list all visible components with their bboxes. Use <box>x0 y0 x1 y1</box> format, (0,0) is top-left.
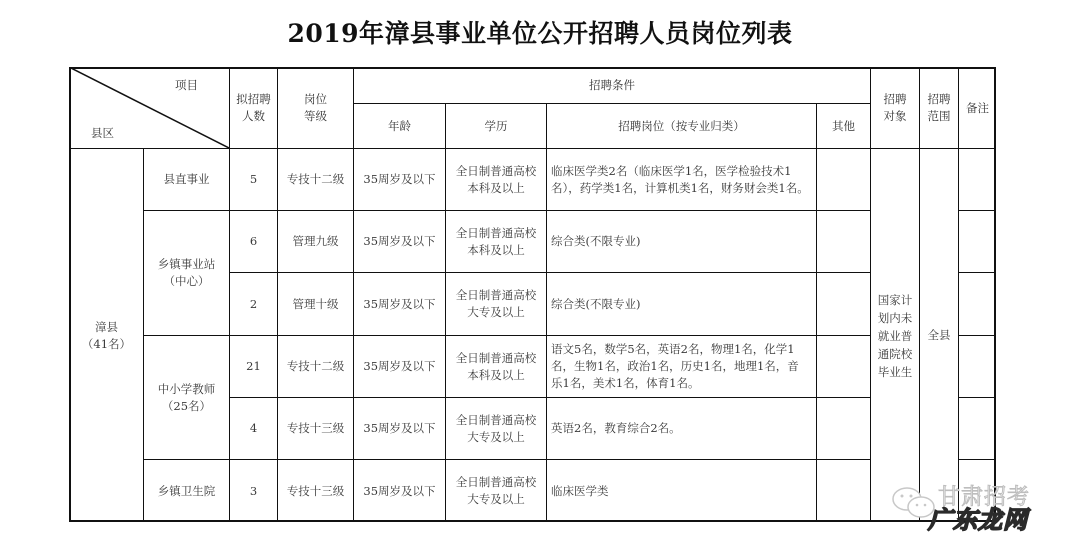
watermark-text-1: 甘肃招考 <box>938 485 1031 510</box>
header-scope-line1: 招聘 <box>927 92 951 106</box>
grade-cell: 专技十三级 <box>277 459 353 522</box>
remarks-cell <box>958 148 996 210</box>
education-line1: 全日制普通高校 <box>455 163 537 178</box>
education-line2: 本科及以上 <box>467 180 525 195</box>
unit-cell <box>143 335 229 459</box>
unit-cell <box>143 459 229 522</box>
county-cell <box>69 148 143 522</box>
remarks-cell <box>958 272 996 335</box>
header-target <box>870 67 919 148</box>
position-cell: 综合类(不限专业) <box>546 210 816 272</box>
recruitment-table <box>69 67 996 522</box>
watermark <box>888 478 1068 533</box>
count-cell: 3 <box>229 459 277 522</box>
header-conditions: 招聘条件 <box>353 67 870 103</box>
header-target-line1: 招聘 <box>883 92 907 106</box>
count-cell: 5 <box>229 148 277 210</box>
header-count-line2: 人数 <box>242 109 265 123</box>
grade-cell: 专技十二级 <box>277 335 353 397</box>
header-target-line2: 对象 <box>883 109 907 123</box>
other-cell <box>816 335 870 397</box>
education-cell <box>445 335 546 397</box>
other-cell <box>816 210 870 272</box>
age-cell: 35周岁及以下 <box>353 459 445 522</box>
count-cell: 21 <box>229 335 277 397</box>
other-cell <box>816 148 870 210</box>
position-cell: 英语2名，教育综合2名。 <box>546 397 816 459</box>
remarks-cell <box>958 397 996 459</box>
education-line1: 全日制普通高校 <box>455 412 537 427</box>
education-cell <box>445 459 546 522</box>
page-title: 2019年漳县事业单位公开招聘人员岗位列表 <box>287 19 793 48</box>
unit-subtitle: （中心） <box>163 274 210 288</box>
header-count <box>229 67 277 148</box>
remarks-cell <box>958 210 996 272</box>
education-line2: 本科及以上 <box>467 367 525 382</box>
age-cell: 35周岁及以下 <box>353 397 445 459</box>
position-cell: 临床医学类 <box>546 459 816 522</box>
position-cell: 临床医学类2名（临床医学1名，医学检验技术1名），药学类1名，计算机类1名，财务财会类1名。 <box>546 148 816 210</box>
education-cell <box>445 210 546 272</box>
header-county-label: 县区 <box>91 126 114 140</box>
education-cell <box>445 272 546 335</box>
header-scope-line2: 范围 <box>927 109 951 123</box>
unit-cell <box>143 148 229 210</box>
target-cell <box>870 148 919 522</box>
education-line1: 全日制普通高校 <box>455 350 537 365</box>
education-line2: 大专及以上 <box>467 492 525 506</box>
unit-name: 乡镇卫生院 <box>157 483 216 498</box>
diagonal-header-cell <box>69 67 229 148</box>
watermark-text-2: 广东龙网 <box>928 506 1028 534</box>
education-cell <box>445 148 546 210</box>
age-cell: 35周岁及以下 <box>353 210 445 272</box>
header-grade-line1: 岗位 <box>304 92 327 106</box>
grade-cell: 专技十三级 <box>277 397 353 459</box>
education-line1: 全日制普通高校 <box>455 475 537 489</box>
header-remarks: 备注 <box>958 67 996 148</box>
scope-cell: 全县 <box>919 148 958 522</box>
header-scope <box>919 67 958 148</box>
other-cell <box>816 272 870 335</box>
education-line1: 全日制普通高校 <box>455 225 537 240</box>
other-cell <box>816 459 870 522</box>
county-total: （41名） <box>81 336 132 351</box>
position-cell: 综合类(不限专业) <box>546 272 816 335</box>
unit-name: 乡镇事业站 <box>157 257 216 271</box>
header-count-line1: 拟招聘 <box>236 92 271 106</box>
education-line2: 本科及以上 <box>467 242 525 257</box>
header-position: 招聘岗位（按专业归类） <box>546 103 816 148</box>
remarks-cell <box>958 335 996 397</box>
header-grade <box>277 67 353 148</box>
grade-cell: 管理九级 <box>277 210 353 272</box>
target-text: 国家计划内未就业普通院校毕业生 <box>877 292 913 379</box>
position-cell: 语文5名，数学5名，英语2名，物理1名，化学1名，生物1名，政治1名，历史1名，地理1名，音乐1名，美术1名，体育1名。 <box>546 335 816 397</box>
age-cell: 35周岁及以下 <box>353 272 445 335</box>
header-grade-line2: 等级 <box>304 109 327 123</box>
county-name: 漳县 <box>95 319 118 334</box>
grade-cell: 管理十级 <box>277 272 353 335</box>
header-age: 年龄 <box>353 103 445 148</box>
education-line1: 全日制普通高校 <box>455 288 537 302</box>
header-education: 学历 <box>445 103 546 148</box>
education-line2: 大专及以上 <box>467 305 525 319</box>
age-cell: 35周岁及以下 <box>353 148 445 210</box>
other-cell <box>816 397 870 459</box>
unit-subtitle: （25名） <box>161 398 212 413</box>
education-cell <box>445 397 546 459</box>
count-cell: 2 <box>229 272 277 335</box>
unit-name: 中小学教师 <box>157 381 216 396</box>
header-other: 其他 <box>816 103 870 148</box>
header-item-label: 项目 <box>175 78 198 92</box>
unit-name: 县直事业 <box>163 172 210 186</box>
unit-cell <box>143 210 229 335</box>
count-cell: 4 <box>229 397 277 459</box>
count-cell: 6 <box>229 210 277 272</box>
age-cell: 35周岁及以下 <box>353 335 445 397</box>
education-line2: 大专及以上 <box>467 429 525 444</box>
grade-cell: 专技十二级 <box>277 148 353 210</box>
